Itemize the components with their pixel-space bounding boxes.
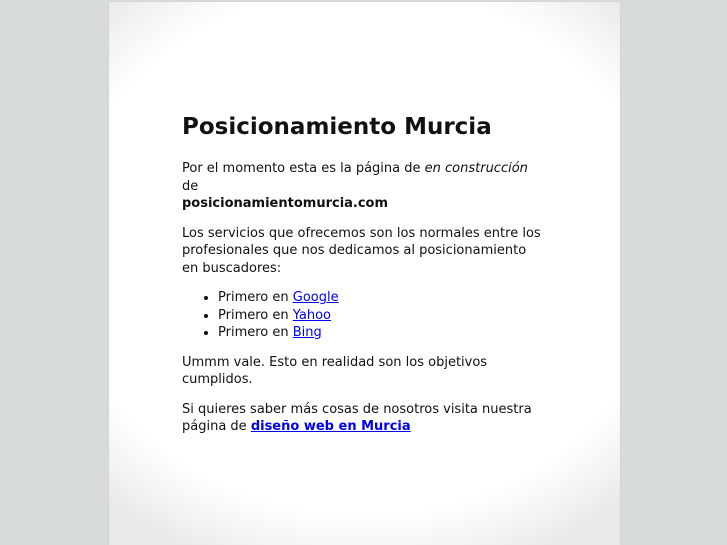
list-item [218,324,542,342]
joke-paragraph: Ummm vale. Esto en realidad son los objetivos cumplidos. [182,354,488,387]
list-item [218,307,542,325]
page-title: Posicionamiento Murcia [182,114,492,140]
closing-paragraph [182,401,542,436]
intro-text: Por el momento esta es la página de [182,161,425,176]
main-content [182,112,542,448]
goals-list [182,289,542,342]
intro-emphasis: en construcción [424,161,528,176]
web-design-link[interactable]: diseño web en Murcia [250,419,411,434]
intro-text-after: de [182,178,199,194]
page-card [109,2,620,545]
yahoo-link[interactable]: Yahoo [292,307,332,323]
bing-link[interactable]: Bing [292,325,322,340]
list-item-prefix: Primero en [218,290,293,305]
list-item-prefix: Primero en [218,307,293,323]
domain-name: posicionamientomurcia.com [182,196,389,211]
services-paragraph: Los servicios que ofrecemos son los normales entre los profesionales que nos dedicamos al posicionamiento en buscadores: [182,225,541,276]
list-item [218,289,542,307]
list-item-prefix: Primero en [218,325,293,340]
google-link[interactable]: Google [292,290,339,305]
closing-text: Si quieres saber más cosas de nosotros visita nuestra página de [182,401,532,434]
intro-paragraph [182,160,542,213]
